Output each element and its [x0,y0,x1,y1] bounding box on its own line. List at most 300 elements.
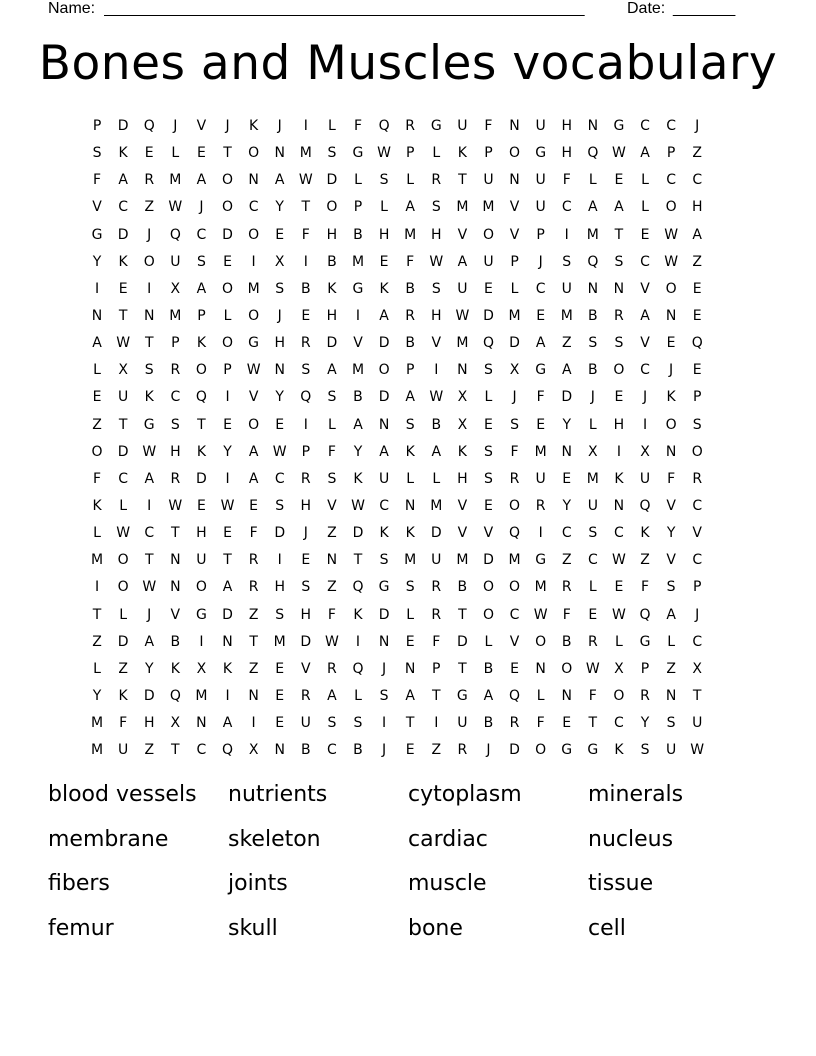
grid-letter: Y [666,525,676,542]
grid-letter: U [196,552,207,569]
grid-letter: C [614,525,624,542]
grid-letter: F [536,715,545,732]
grid-letter: D [117,443,129,460]
grid-letter: E [536,416,546,433]
grid-letter: M [351,253,365,270]
grid-letter: F [406,253,415,270]
grid-letter: X [614,660,624,677]
grid-letter: A [248,443,259,460]
grid-letter: R [509,715,520,732]
grid-letter: J [669,362,674,379]
grid-letter: G [143,416,155,433]
grid-letter: N [509,118,520,134]
grid-letter: L [406,470,415,487]
grid-row [84,710,734,737]
grid-letter: W [168,199,183,216]
grid-letter: L [119,497,128,514]
grid-letter: H [561,118,572,134]
grid-letter: C [379,497,389,514]
grid-letter: E [692,362,702,379]
grid-letter: O [117,552,129,569]
grid-letter: E [405,633,415,650]
grid-letter: J [199,199,204,216]
grid-letter: C [692,497,703,514]
grid-letter: U [692,715,703,732]
grid-letter: L [615,633,623,650]
grid-letter: S [666,715,676,732]
grid-letter: Q [352,660,364,677]
grid-letter: N [665,443,677,460]
grid-letter: U [431,552,442,569]
grid-letter: Q [143,118,155,134]
grid-letter: Z [431,742,442,759]
grid-letter: T [431,687,441,704]
grid-letter: T [223,145,232,162]
grid-letter: K [353,606,363,623]
grid-letter: C [118,199,129,216]
grid-row [84,412,734,439]
grid-letter: Z [666,660,676,677]
word-bank-row [48,778,768,823]
grid-letter: L [93,362,101,379]
grid-letter: E [275,226,285,243]
grid-letter: E [640,226,650,243]
grid-letter: V [692,525,702,542]
grid-letter: N [143,307,155,324]
grid-letter: E [301,552,311,569]
grid-letter: S [327,145,337,162]
grid-letter: R [509,470,520,487]
grid-letter: M [351,362,365,379]
grid-letter: W [324,633,339,650]
grid-letter: A [431,443,442,460]
grid-letter: V [457,525,468,542]
grid-letter: H [274,335,285,352]
grid-letter: W [246,362,261,379]
grid-letter: H [378,226,390,243]
grid-letter: M [456,335,469,352]
grid-letter: P [405,145,415,162]
grid-letter: C [118,470,129,487]
grid-letter: P [432,660,441,677]
grid-letter: O [222,335,234,352]
grid-row [84,357,734,384]
grid-letter: W [142,443,157,460]
grid-letter: W [690,742,705,759]
grid-letter: D [378,606,390,623]
grid-letter: D [222,606,233,623]
grid-letter: B [170,633,181,650]
grid-letter: D [117,118,129,134]
grid-letter: F [536,389,545,406]
grid-letter: O [665,280,677,297]
grid-letter: H [300,606,312,623]
grid-letter: U [457,118,468,134]
grid-letter: V [170,606,181,623]
grid-letter: R [248,552,259,569]
grid-letter: T [614,226,624,243]
grid-letter: H [613,416,625,433]
grid-letter: M [508,552,521,569]
grid-letter: I [251,715,256,732]
grid-letter: J [382,742,387,759]
grid-letter: K [118,687,128,704]
grid-letter: I [225,470,230,487]
grid-letter: X [170,715,181,732]
grid-letter: O [482,226,494,243]
grid-letter: C [170,389,181,406]
grid-letter: A [144,470,155,487]
grid-row [84,113,734,140]
grid-letter: T [458,606,467,623]
grid-letter: A [640,307,650,324]
grid-letter: C [640,253,650,270]
grid-letter: S [170,416,180,433]
grid-letter: T [588,715,598,732]
grid-letter: X [509,362,520,379]
grid-letter: N [91,307,103,324]
grid-letter: L [536,687,545,704]
grid-letter: S [614,335,624,352]
grid-letter: K [457,443,467,460]
grid-letter: C [692,633,703,650]
grid-letter: T [171,742,180,759]
grid-letter: F [353,118,363,134]
grid-letter: S [484,470,493,487]
grid-letter: P [197,307,206,324]
grid-letter: N [613,280,625,297]
grid-letter: W [429,389,444,406]
grid-letter: P [536,226,545,243]
grid-letter: R [405,307,416,324]
word-bank-item: skull [228,915,278,941]
grid-letter: S [327,389,337,406]
grid-letter: S [144,362,154,379]
grid-letter: M [169,172,182,189]
grid-letter: Q [587,145,599,162]
grid-letter: E [692,280,702,297]
grid-letter: E [405,742,415,759]
grid-letter: L [432,145,441,162]
grid-letter: J [277,118,282,134]
grid-letter: A [666,606,676,623]
grid-letter: S [275,606,285,623]
grid-letter: P [353,199,363,216]
grid-letter: T [692,687,702,704]
grid-letter: M [430,497,443,514]
grid-letter: E [249,497,259,514]
grid-letter: Q [169,226,181,243]
grid-letter: M [247,280,260,297]
grid-letter: Y [144,660,154,677]
grid-letter: M [560,307,573,324]
grid-letter: M [404,226,417,243]
grid-letter: A [327,362,337,379]
grid-letter: Q [639,497,651,514]
grid-letter: G [456,687,468,704]
grid-letter: G [352,145,364,162]
grid-letter: I [147,497,152,514]
grid-letter: P [405,362,415,379]
grid-letter: R [535,497,546,514]
name-field-line[interactable]: ______________________________________________________ [104,0,585,17]
grid-letter: Q [195,389,207,406]
grid-letter: C [561,199,572,216]
grid-letter: E [144,145,154,162]
grid-letter: V [327,497,337,514]
grid-letter: I [94,579,100,596]
grid-letter: N [170,552,181,569]
grid-letter: M [91,742,104,759]
grid-letter: W [455,307,470,324]
grid-letter: V [196,118,207,134]
date-field-line[interactable]: _______ [673,0,736,17]
grid-letter: F [588,687,597,704]
grid-letter: E [562,715,572,732]
word-bank [48,778,768,956]
grid-letter: L [588,579,597,596]
grid-letter: S [510,416,519,433]
grid-letter: Q [300,389,312,406]
grid-letter: V [640,280,650,297]
grid-letter: D [509,742,520,759]
grid-letter: V [666,497,676,514]
grid-letter: H [431,226,442,243]
grid-letter: Q [169,687,181,704]
grid-letter: A [483,687,494,704]
grid-letter: E [510,660,519,677]
grid-letter: N [196,715,207,732]
grid-letter: L [641,172,649,189]
grid-letter: N [587,118,599,134]
word-bank-item: cardiac [408,826,488,852]
grid-letter: S [379,687,389,704]
grid-letter: R [587,633,598,650]
grid-letter: G [535,362,547,379]
grid-letter: I [303,253,308,270]
grid-letter: I [538,525,543,542]
grid-letter: M [534,443,547,460]
grid-letter: L [667,633,676,650]
grid-letter: K [405,443,415,460]
grid-letter: U [457,715,468,732]
grid-letter: N [170,579,181,596]
grid-letter: R [170,362,181,379]
grid-letter: Q [509,687,521,704]
word-search-grid [84,113,734,764]
grid-letter: E [484,280,493,297]
grid-letter: C [561,525,572,542]
grid-letter: R [300,687,311,704]
grid-letter: P [640,660,650,677]
grid-letter: G [248,335,260,352]
grid-letter: U [665,742,677,759]
grid-letter: I [355,633,361,650]
grid-letter: M [508,307,521,324]
grid-letter: C [587,552,598,569]
grid-letter: T [92,606,102,623]
grid-row [84,384,734,411]
grid-letter: I [616,443,621,460]
grid-letter: L [93,660,101,677]
grid-letter: O [509,579,521,596]
grid-letter: D [196,470,207,487]
grid-letter: L [484,389,493,406]
grid-letter: H [431,307,442,324]
grid-letter: G [352,280,364,297]
grid-letter: S [275,280,285,297]
grid-letter: N [613,497,625,514]
word-bank-row [48,867,768,912]
grid-letter: C [248,199,259,216]
grid-letter: R [170,470,181,487]
grid-letter: E [92,389,102,406]
grid-letter: T [118,416,128,433]
grid-letter: O [248,226,260,243]
grid-letter: L [327,118,336,134]
grid-letter: D [483,552,494,569]
grid-letter: R [614,307,624,324]
grid-letter: Z [327,525,337,542]
grid-letter: K [222,660,233,677]
grid-letter: W [429,253,444,270]
grid-letter: C [666,172,676,189]
grid-letter: B [353,742,363,759]
grid-letter: C [144,525,155,542]
grid-letter: Y [275,199,284,216]
grid-letter: O [482,579,494,596]
grid-letter: T [249,633,258,650]
grid-letter: C [692,552,703,569]
grid-letter: D [378,335,390,352]
grid-letter: U [118,389,129,406]
grid-letter: E [196,497,206,514]
grid-letter: L [432,470,441,487]
grid-letter: O [665,416,677,433]
grid-letter: U [587,497,598,514]
grid-letter: H [196,525,207,542]
grid-letter: N [587,280,599,297]
grid-letter: D [300,633,312,650]
grid-letter: F [484,118,493,134]
grid-letter: J [538,253,543,270]
grid-letter: Z [248,606,259,623]
grid-letter: A [353,416,363,433]
grid-letter: F [301,226,310,243]
grid-letter: V [457,497,468,514]
grid-letter: M [299,145,312,162]
grid-letter: F [93,470,102,487]
grid-row [84,167,734,194]
grid-letter: U [457,280,468,297]
grid-letter: O [665,199,677,216]
grid-letter: G [535,145,547,162]
grid-letter: J [382,660,387,677]
grid-letter: D [326,172,338,189]
grid-letter: S [92,145,102,162]
grid-letter: S [327,715,337,732]
word-bank-item: femur [48,915,114,941]
grid-letter: A [196,172,207,189]
grid-letter: P [666,145,676,162]
grid-letter: E [275,687,285,704]
word-bank-item: skeleton [228,826,321,852]
grid-letter: L [119,606,128,623]
grid-letter: S [431,280,441,297]
grid-letter: C [535,280,546,297]
grid-letter: Y [562,416,572,433]
grid-letter: A [614,199,624,216]
grid-letter: K [327,280,337,297]
word-bank-item: cytoplasm [408,782,522,807]
word-bank-item: blood vessels [48,782,197,807]
grid-letter: F [327,606,336,623]
grid-letter: Z [92,416,102,433]
grid-letter: F [667,470,676,487]
grid-letter: K [379,280,389,297]
grid-letter: O [195,579,207,596]
grid-letter: B [353,389,363,406]
grid-letter: I [94,280,100,297]
grid-letter: M [482,199,495,216]
grid-letter: Y [562,497,572,514]
grid-letter: V [509,199,520,216]
grid-letter: S [196,253,206,270]
grid-letter: F [327,443,336,460]
grid-letter: N [665,687,677,704]
word-bank-item: muscle [408,871,487,896]
grid-letter: Z [640,552,650,569]
grid-letter: I [277,552,282,569]
grid-letter: O [482,606,494,623]
grid-letter: E [692,307,702,324]
grid-letter: O [613,362,625,379]
grid-letter: E [223,253,232,270]
grid-letter: P [692,389,702,406]
grid-letter: B [431,416,442,433]
grid-letter: W [533,606,548,623]
grid-letter: B [457,579,468,596]
grid-letter: E [484,416,493,433]
grid-letter: K [118,253,128,270]
grid-letter: Y [353,443,363,460]
grid-letter: N [274,362,285,379]
grid-row [84,683,734,710]
grid-letter: O [91,443,103,460]
grid-letter: P [510,253,519,270]
grid-letter: T [144,552,154,569]
grid-letter: I [642,416,648,433]
grid-letter: M [586,470,599,487]
grid-letter: E [223,416,232,433]
grid-letter: C [640,118,650,134]
word-bank-item: cell [588,915,626,941]
grid-letter: E [275,660,285,677]
grid-letter: H [170,443,181,460]
grid-letter: N [378,416,390,433]
grid-letter: Y [92,253,102,270]
grid-letter: C [274,470,285,487]
grid-letter: K [196,335,207,352]
grid-letter: Y [640,715,650,732]
grid-letter: B [483,715,494,732]
grid-letter: A [561,362,572,379]
grid-letter: C [509,606,520,623]
grid-letter: L [171,145,180,162]
grid-letter: K [170,660,180,677]
grid-letter: U [300,715,311,732]
grid-letter: H [691,199,703,216]
